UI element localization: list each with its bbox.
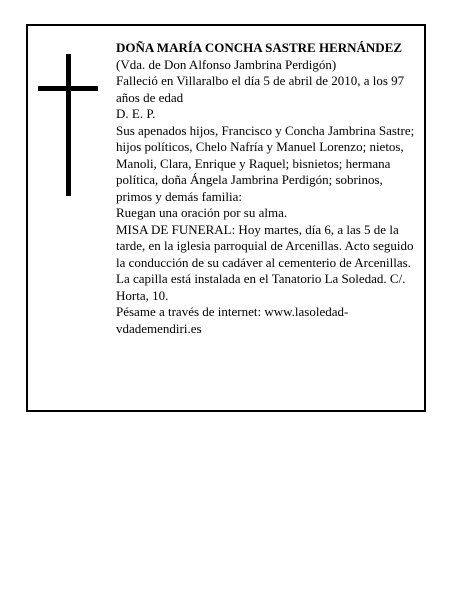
obituary-notice: [26, 24, 426, 412]
funeral-mass-info: MISA DE FUNERAL: Hoy martes, día 6, a las 5 de la tarde, en la iglesia parroquial de Arcenillas. Acto seguido la conducción de su cadáver al cementerio de Arcenillas.: [116, 221, 414, 270]
cross-vertical-bar: [66, 54, 71, 196]
death-info: Falleció en Villaralbo el día 5 de abril de 2010, a los 97 años de edad: [116, 73, 405, 105]
deceased-name: DOÑA MARÍA CONCHA SASTRE HERNÁNDEZ: [116, 40, 403, 55]
cross-icon: [38, 54, 98, 196]
family-list: Sus apenados hijos, Francisco y Concha Jambrina Sastre; hijos políticos, Chelo Nafría y Manuel Lorenzo; nietos, Manoli, Clara, Enrique y Raquel; bisnietos; hermana política, doña Ángela Jambrina Perdigón; sobrinos, primos y demás familia:: [116, 122, 415, 204]
notice-text-block: [116, 40, 421, 337]
chapel-info: La capilla está instalada en el Tanatorio La Soledad. C/. Horta, 10.: [116, 271, 406, 303]
cross-horizontal-bar: [38, 86, 98, 91]
rip-line: D. E. P.: [116, 106, 156, 121]
widow-of-line: (Vda. de Don Alfonso Jambrina Perdigón): [116, 56, 337, 72]
condolences-info: Pésame a través de internet: www.lasoledad-vdademendiri.es: [116, 304, 349, 336]
prayer-request: Ruegan una oración por su alma.: [116, 205, 288, 220]
